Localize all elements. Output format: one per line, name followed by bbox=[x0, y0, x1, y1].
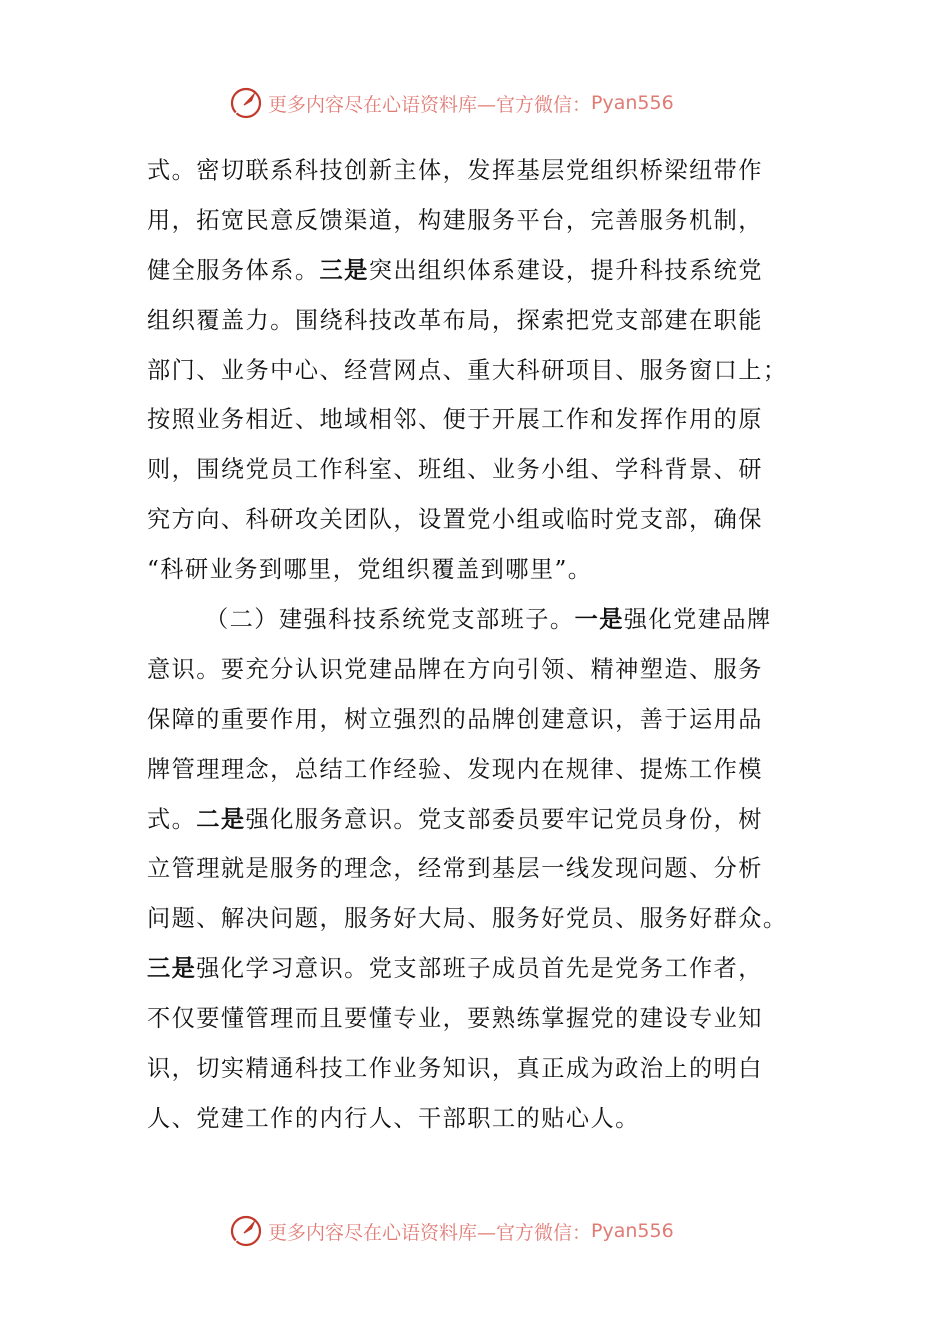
header-banner bbox=[228, 83, 748, 123]
text-line bbox=[147, 545, 817, 595]
quill-logo-icon bbox=[228, 85, 264, 121]
text-line bbox=[147, 445, 817, 495]
text-line bbox=[147, 146, 817, 196]
text-run: 强化服务意识。党支部委员要牢记党员身份，树 bbox=[245, 805, 763, 833]
banner-wechat-id: Pyan556 bbox=[591, 92, 674, 114]
banner-text: 更多内容尽在心语资料库—官方微信： bbox=[268, 1221, 592, 1244]
bold-keyword: 二是 bbox=[196, 805, 246, 833]
text-run: 牌管理理念，总结工作经验、发现内在规律、提炼工作模 bbox=[147, 755, 763, 783]
text-run: 问题、解决问题，服务好大局、服务好党员、服务好群众。 bbox=[147, 905, 788, 933]
text-line bbox=[147, 944, 817, 994]
text-run: 究方向、科研攻关团队，设置党小组或临时党支部，确保 bbox=[147, 506, 763, 534]
text-run: 强化学习意识。党支部班子成员首先是党务工作者， bbox=[196, 955, 763, 983]
text-run: 突出组织体系建设，提升科技系统党 bbox=[368, 256, 763, 284]
document-body bbox=[147, 146, 817, 1144]
text-run: 人、党建工作的内行人、干部职工的贴心人。 bbox=[147, 1104, 640, 1132]
bold-keyword: 三是 bbox=[319, 256, 369, 284]
banner-wechat-id: Pyan556 bbox=[591, 1220, 674, 1242]
text-run: 健全服务体系。 bbox=[147, 256, 320, 284]
text-run: 式。 bbox=[147, 805, 197, 833]
text-run: 立管理就是服务的理念，经常到基层一线发现问题、分析 bbox=[147, 855, 763, 883]
text-run: 强化党建品牌 bbox=[623, 606, 772, 634]
text-run: 用，拓宽民意反馈渠道，构建服务平台，完善服务机制， bbox=[147, 206, 763, 234]
text-line bbox=[147, 595, 817, 645]
text-run: 保障的重要作用，树立强烈的品牌创建意识，善于运用品 bbox=[147, 705, 763, 733]
bold-keyword: 三是 bbox=[147, 955, 197, 983]
text-line bbox=[147, 795, 817, 845]
text-line bbox=[147, 495, 817, 545]
text-line bbox=[147, 894, 817, 944]
text-line bbox=[147, 1094, 817, 1144]
quill-logo-icon bbox=[228, 1213, 264, 1249]
text-line bbox=[147, 844, 817, 894]
text-line bbox=[147, 196, 817, 246]
text-line bbox=[147, 745, 817, 795]
text-line bbox=[147, 645, 817, 695]
text-line bbox=[147, 346, 817, 396]
text-run: （二）建强科技系统党支部班子。 bbox=[205, 606, 575, 634]
text-line bbox=[147, 296, 817, 346]
text-run: 则，围绕党员工作科室、班组、业务小组、学科背景、研 bbox=[147, 456, 763, 484]
text-line bbox=[147, 994, 817, 1044]
text-line bbox=[147, 1044, 817, 1094]
text-run: 识，切实精通科技工作业务知识，真正成为政治上的明白 bbox=[147, 1055, 763, 1083]
text-run: 不仅要懂管理而且要懂专业，要熟练掌握党的建设专业知 bbox=[147, 1005, 763, 1033]
text-run: “科研业务到哪里，党组织覆盖到哪里”。 bbox=[147, 556, 593, 584]
text-run: 按照业务相近、地域相邻、便于开展工作和发挥作用的原 bbox=[147, 406, 763, 434]
text-run: 组织覆盖力。围绕科技改革布局，探索把党支部建在职能 bbox=[147, 306, 763, 334]
bold-keyword: 一是 bbox=[574, 606, 624, 634]
text-run: 部门、业务中心、经营网点、重大科研项目、服务窗口上； bbox=[147, 356, 788, 384]
text-line bbox=[147, 246, 817, 296]
footer-banner bbox=[228, 1211, 748, 1251]
banner-text: 更多内容尽在心语资料库—官方微信： bbox=[268, 93, 592, 116]
text-run: 意识。要充分认识党建品牌在方向引领、精神塑造、服务 bbox=[147, 655, 763, 683]
text-run: 式。密切联系科技创新主体，发挥基层党组织桥梁纽带作 bbox=[147, 157, 763, 184]
text-line bbox=[147, 695, 817, 745]
text-line bbox=[147, 395, 817, 445]
